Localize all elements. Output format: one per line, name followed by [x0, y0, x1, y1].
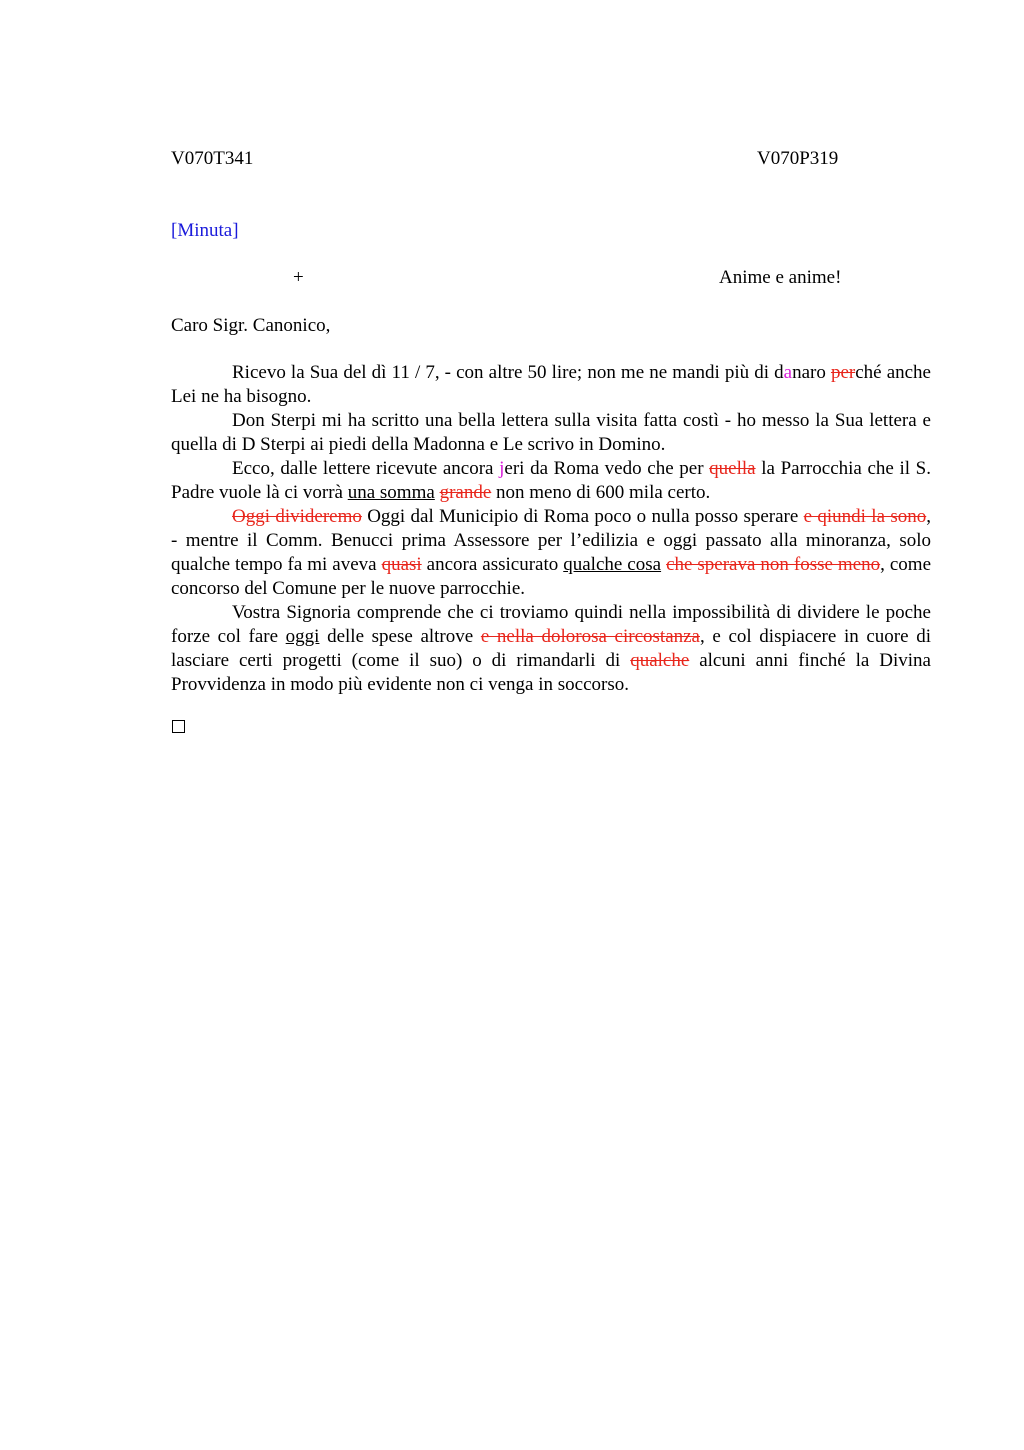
salutation: Caro Sigr. Canonico, [171, 315, 331, 336]
text-segment: eri da Roma vedo che per [504, 458, 710, 479]
text-segment: ché anche Lei ne ha bisogno. [171, 362, 931, 407]
underlined-text: qualche cosa [563, 554, 662, 575]
underlined-text: oggi [285, 626, 320, 647]
text-segment: Oggi dal Municipio di Roma poco o nulla posso sperare [361, 506, 804, 527]
deleted-text: e nella dolorosa circostanza [480, 626, 700, 647]
text-segment: naro [792, 362, 831, 383]
text-segment: Don Sterpi mi ha scritto una bella lettera sulla visita fatta costì - ho messo la Sua lettera e quella di D Sterpi ai piedi della Madonna e Le scrivo in Domino. [171, 410, 931, 455]
text-segment: , e col dispiacere in cuore di lasciare certi progetti (come il suo) o di rimandarli di [171, 626, 931, 671]
letter-paragraph [171, 601, 931, 697]
text-segment: Ricevo la Sua del dì 11 / 7, - con altre 50 lire; non me ne mandi più di d [232, 362, 784, 383]
letter-paragraph [171, 409, 931, 457]
text-segment: Vostra Signoria comprende che ci troviamo quindi nella impossibilità di dividere le poche forze col fare [171, 602, 931, 647]
inserted-letter: j [499, 458, 505, 479]
text-segment: , come concorso del Comune per le nuove parrocchie. [171, 554, 932, 599]
deleted-text: qualche [630, 650, 690, 671]
deleted-text: Oggi divideremo [232, 506, 362, 527]
deleted-text: e qiundi la sono [803, 506, 927, 527]
letter-body [171, 361, 931, 697]
cross-symbol: + [293, 267, 304, 288]
deleted-text: quasi [381, 554, 422, 575]
inserted-letter: a [783, 362, 793, 383]
letter-paragraph [171, 361, 931, 409]
text-segment: delle spese altrove [319, 626, 481, 647]
deleted-text: che sperava non fosse meno [666, 554, 881, 575]
text-segment: alcuni anni finché la Divina Provvidenza in modo più evidente non ci venga in soccorso. [171, 650, 931, 695]
deleted-text: grande [439, 482, 492, 503]
letter-paragraph [171, 457, 931, 505]
deleted-text: quella [709, 458, 756, 479]
empty-square-icon [172, 720, 185, 733]
document-code-left: V070T341 [171, 148, 254, 169]
deleted-text: per [830, 362, 856, 383]
text-segment: non meno di 600 mila certo. [491, 482, 711, 503]
letter-paragraph [171, 505, 931, 601]
text-segment: , - mentre il Comm. Benucci prima Assessore per l’edilizia e oggi passato alla minoranza, solo qualche tempo fa mi aveva [171, 506, 931, 575]
text-segment: la Parrocchia che il S. Padre vuole là ci vorrà [171, 458, 931, 503]
text-segment: Ecco, dalle lettere ricevute ancora [232, 458, 500, 479]
motto: Anime e anime! [719, 267, 842, 288]
underlined-text: una somma [347, 482, 435, 503]
text-segment: ancora assicurato [421, 554, 564, 575]
document-code-right: V070P319 [757, 148, 839, 169]
minuta-label: [Minuta] [171, 220, 239, 241]
